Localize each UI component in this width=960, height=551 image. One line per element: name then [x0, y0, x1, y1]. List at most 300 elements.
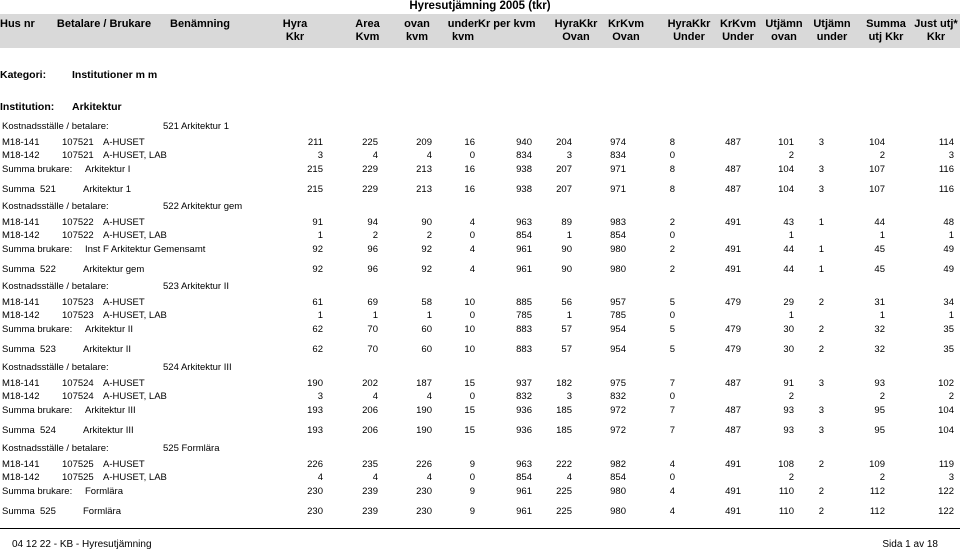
summa-value: 954	[610, 344, 626, 355]
table-row-value: 1	[788, 230, 794, 241]
column-header-line1: Benämning	[170, 18, 230, 30]
table-row-value: 1	[317, 310, 323, 321]
summa-value: 57	[561, 344, 572, 355]
summa-brukare-value: 961	[516, 486, 532, 497]
summa-value: 883	[516, 344, 532, 355]
column-header-line2: ovan	[771, 31, 797, 43]
table-row-value: 854	[610, 472, 626, 483]
table-row-value: 785	[610, 310, 626, 321]
table-row-value: 2	[669, 217, 675, 228]
column-header-line1: Area	[355, 18, 380, 30]
kst-label: Kostnadsställe / betalare:	[2, 362, 109, 373]
summa-value: 90	[561, 264, 572, 275]
summa-brukare-value: 92	[312, 244, 323, 255]
row-benamning: A-HUSET, LAB	[103, 472, 167, 483]
footer-rule	[0, 528, 960, 529]
table-row-value: 226	[416, 459, 432, 470]
summa-brukare-value: 5	[669, 324, 675, 335]
column-header-line1: KrKvm	[607, 18, 645, 30]
row-benamning: A-HUSET	[103, 459, 145, 470]
table-row-value: 963	[516, 217, 532, 228]
table-row-value: 0	[469, 310, 475, 321]
table-row-value: 940	[516, 137, 532, 148]
summa-value: 1	[818, 264, 824, 275]
row-betalare: 107525	[62, 472, 94, 483]
summa-value: 190	[416, 425, 432, 436]
row-hus-nr: M18-141	[2, 297, 40, 308]
summa-label: Summa	[2, 264, 35, 275]
kst-name: 522 Arkitektur gem	[163, 201, 243, 212]
summa-value: 10	[464, 344, 475, 355]
summa-value: 5	[669, 344, 675, 355]
table-row-value: 0	[669, 310, 675, 321]
summa-name: Formlära	[83, 506, 122, 517]
row-hus-nr: M18-142	[2, 310, 40, 321]
summa-brukare-value: 230	[307, 486, 323, 497]
summa-brukare-value: 104	[778, 164, 794, 175]
table-row-value: 2	[879, 391, 885, 402]
table-row-value: 0	[669, 150, 675, 161]
row-betalare: 107525	[62, 459, 94, 470]
table-row-value: 187	[416, 378, 432, 389]
table-row-value: 190	[307, 378, 323, 389]
summa-value: 207	[556, 184, 572, 195]
summa-value: 193	[307, 425, 323, 436]
summa-code: 523	[40, 344, 56, 355]
summa-brukare-label: Summa brukare:	[2, 244, 73, 255]
table-row-value: 31	[874, 297, 885, 308]
summa-label: Summa	[2, 184, 35, 195]
table-row-value: 94	[367, 217, 378, 228]
summa-brukare-value: 35	[943, 324, 954, 335]
summa-brukare-value: 971	[610, 164, 626, 175]
summa-label: Summa	[2, 425, 35, 436]
table-row-value: 119	[938, 459, 954, 470]
summa-value: 30	[783, 344, 794, 355]
summa-brukare-value: 4	[469, 244, 475, 255]
kst-label: Kostnadsställe / betalare:	[2, 443, 109, 454]
table-row-value: 854	[516, 230, 532, 241]
table-row-value: 91	[783, 378, 794, 389]
row-benamning: A-HUSET, LAB	[103, 310, 167, 321]
summa-value: 487	[725, 184, 741, 195]
summa-brukare-value: 215	[307, 164, 323, 175]
table-row-value: 1	[879, 310, 885, 321]
column-header-line2: utj Kkr	[868, 31, 904, 43]
table-row-value: 479	[725, 297, 741, 308]
column-header-line1: Summa	[866, 18, 906, 30]
summa-code: 524	[40, 425, 56, 436]
kategori-label: Kategori:	[0, 69, 47, 81]
table-row-value: 3	[818, 137, 824, 148]
column-header-line2: Ovan	[612, 31, 640, 43]
table-row-value: 2	[372, 230, 378, 241]
summa-brukare-value: 491	[725, 486, 741, 497]
summa-value: 229	[362, 184, 378, 195]
summa-value: 972	[610, 425, 626, 436]
summa-value: 2	[818, 506, 824, 517]
table-row-value: 0	[669, 391, 675, 402]
table-row-value: 1	[317, 230, 323, 241]
table-row-value: 983	[610, 217, 626, 228]
summa-brukare-value: 230	[416, 486, 432, 497]
summa-brukare-value: 2	[818, 324, 824, 335]
row-betalare: 107522	[62, 230, 94, 241]
summa-brukare-value: 110	[778, 486, 794, 497]
table-row-value: 963	[516, 459, 532, 470]
row-hus-nr: M18-142	[2, 230, 40, 241]
summa-brukare-value: 60	[421, 324, 432, 335]
summa-value: 9	[469, 506, 475, 517]
summa-brukare-value: 491	[725, 244, 741, 255]
table-row-value: 4	[317, 472, 323, 483]
table-row-value: 222	[556, 459, 572, 470]
summa-brukare-label: Summa brukare:	[2, 164, 73, 175]
summa-brukare-value: 15	[464, 405, 475, 416]
summa-value: 936	[516, 425, 532, 436]
summa-brukare-label: Summa brukare:	[2, 486, 73, 497]
column-header-line1: HyraKkr	[554, 18, 598, 30]
column-header-line1: ovan	[404, 18, 430, 30]
summa-brukare-value: 116	[938, 164, 954, 175]
row-benamning: A-HUSET, LAB	[103, 391, 167, 402]
summa-value: 961	[516, 506, 532, 517]
summa-brukare-value: 49	[943, 244, 954, 255]
table-row-value: 2	[818, 297, 824, 308]
summa-code: 525	[40, 506, 56, 517]
table-row-value: 3	[948, 472, 954, 483]
table-row-value: 10	[464, 297, 475, 308]
summa-brukare-value: 1	[818, 244, 824, 255]
summa-brukare-value: 225	[556, 486, 572, 497]
summa-brukare-value: 90	[561, 244, 572, 255]
summa-brukare-value: 62	[312, 324, 323, 335]
summa-value: 93	[783, 425, 794, 436]
table-row-value: 1	[948, 310, 954, 321]
table-row-value: 4	[669, 459, 675, 470]
summa-brukare-value: 479	[725, 324, 741, 335]
summa-brukare-value: 207	[556, 164, 572, 175]
summa-value: 230	[416, 506, 432, 517]
table-row-value: 209	[416, 137, 432, 148]
table-row-value: 957	[610, 297, 626, 308]
row-hus-nr: M18-141	[2, 459, 40, 470]
summa-value: 122	[938, 506, 954, 517]
row-hus-nr: M18-141	[2, 137, 40, 148]
summa-brukare-value: 2	[669, 244, 675, 255]
table-row-value: 834	[516, 150, 532, 161]
summa-brukare-value: 2	[818, 486, 824, 497]
table-row-value: 61	[312, 297, 323, 308]
table-row-value: 5	[669, 297, 675, 308]
summa-brukare-value: 954	[610, 324, 626, 335]
summa-label: Summa	[2, 344, 35, 355]
table-row-value: 3	[566, 150, 572, 161]
table-row-value: 8	[669, 137, 675, 148]
summa-brukare-value: 3	[818, 405, 824, 416]
row-betalare: 107523	[62, 297, 94, 308]
summa-value: 45	[874, 264, 885, 275]
summa-brukare-value: 16	[464, 164, 475, 175]
column-header-line2: Kkr	[926, 31, 946, 43]
table-row-value: 1	[818, 217, 824, 228]
summa-value: 491	[725, 264, 741, 275]
summa-brukare-name: Inst F Arkitektur Gemensamt	[85, 244, 206, 255]
table-row-value: 1	[372, 310, 378, 321]
table-row-value: 854	[516, 472, 532, 483]
column-header-line1: Utjämn	[813, 18, 851, 30]
column-header-line1: Just utj*	[914, 18, 958, 30]
summa-brukare-name: Arkitektur II	[85, 324, 134, 335]
table-row-value: 854	[610, 230, 626, 241]
table-row-value: 2	[426, 230, 432, 241]
table-row-value: 832	[516, 391, 532, 402]
table-row-value: 0	[469, 391, 475, 402]
kst-label: Kostnadsställe / betalare:	[2, 121, 109, 132]
summa-name: Arkitektur gem	[83, 264, 145, 275]
kst-name: 521 Arkitektur 1	[163, 121, 230, 132]
table-row-value: 91	[312, 217, 323, 228]
footer-left: 04 12 22 - KB - Hyresutjämning	[12, 539, 152, 550]
summa-value: 112	[869, 506, 885, 517]
summa-value: 70	[367, 344, 378, 355]
table-row-value: 114	[938, 137, 954, 148]
row-betalare: 107524	[62, 378, 94, 389]
row-benamning: A-HUSET, LAB	[103, 230, 167, 241]
column-header-line2: Ovan	[562, 31, 590, 43]
table-row-value: 235	[362, 459, 378, 470]
column-header-line1: HyraKkr	[667, 18, 711, 30]
table-row-value: 109	[869, 459, 885, 470]
summa-label: Summa	[2, 506, 35, 517]
summa-value: 215	[307, 184, 323, 195]
table-row-value: 15	[464, 378, 475, 389]
summa-value: 479	[725, 344, 741, 355]
summa-brukare-value: 122	[938, 486, 954, 497]
column-header-line2: Under	[673, 31, 705, 43]
summa-brukare-value: 96	[367, 244, 378, 255]
summa-value: 971	[610, 184, 626, 195]
table-row-value: 2	[788, 472, 794, 483]
report-title: Hyresutjämning 2005 (tkr)	[409, 0, 551, 12]
summa-brukare-value: 8	[669, 164, 675, 175]
summa-code: 521	[40, 184, 56, 195]
summa-value: 239	[362, 506, 378, 517]
table-row-value: 29	[783, 297, 794, 308]
summa-value: 107	[869, 184, 885, 195]
kst-name: 524 Arkitektur III	[163, 362, 232, 373]
summa-value: 15	[464, 425, 475, 436]
table-row-value: 16	[464, 137, 475, 148]
table-row-value: 4	[566, 472, 572, 483]
summa-brukare-value: 7	[669, 405, 675, 416]
summa-brukare-value: 980	[610, 244, 626, 255]
table-row-value: 4	[426, 391, 432, 402]
institution-value: Arkitektur	[72, 101, 122, 113]
summa-brukare-value: 487	[725, 164, 741, 175]
table-row-value: 202	[362, 378, 378, 389]
column-header-line1: Utjämn	[765, 18, 803, 30]
summa-name: Arkitektur II	[83, 344, 132, 355]
row-betalare: 107524	[62, 391, 94, 402]
table-row-value: 2	[788, 150, 794, 161]
table-row-value: 491	[725, 459, 741, 470]
column-header-line1: Betalare / Brukare	[56, 18, 152, 30]
table-row-value: 487	[725, 378, 741, 389]
summa-brukare-value: 972	[610, 405, 626, 416]
table-row-value: 3	[317, 391, 323, 402]
table-row-value: 491	[725, 217, 741, 228]
column-header-line2: Kkr	[285, 31, 305, 43]
table-row-value: 4	[426, 472, 432, 483]
table-row-value: 211	[307, 137, 323, 148]
summa-value: 487	[725, 425, 741, 436]
summa-value: 3	[818, 425, 824, 436]
table-row-value: 2	[948, 391, 954, 402]
summa-name: Arkitektur 1	[83, 184, 132, 195]
summa-brukare-value: 92	[421, 244, 432, 255]
table-row-value: 0	[669, 230, 675, 241]
table-row-value: 108	[778, 459, 794, 470]
column-header-line1: under	[447, 18, 479, 30]
table-row-value: 974	[610, 137, 626, 148]
table-row-value: 4	[372, 472, 378, 483]
summa-value: 4	[469, 264, 475, 275]
summa-brukare-value: 93	[783, 405, 794, 416]
summa-brukare-name: Formlära	[85, 486, 124, 497]
summa-value: 104	[778, 184, 794, 195]
summa-value: 95	[874, 425, 885, 436]
kst-name: 523 Arkitektur II	[163, 281, 230, 292]
table-row-value: 4	[426, 150, 432, 161]
table-row-value: 225	[362, 137, 378, 148]
kst-name: 525 Formlära	[163, 443, 220, 454]
summa-brukare-label: Summa brukare:	[2, 324, 73, 335]
summa-value: 980	[610, 264, 626, 275]
summa-brukare-value: 487	[725, 405, 741, 416]
table-row-value: 89	[561, 217, 572, 228]
summa-value: 60	[421, 344, 432, 355]
summa-value: 2	[818, 344, 824, 355]
table-row-value: 1	[426, 310, 432, 321]
summa-brukare-value: 57	[561, 324, 572, 335]
summa-value: 62	[312, 344, 323, 355]
table-row-value: 4	[469, 217, 475, 228]
kst-label: Kostnadsställe / betalare:	[2, 281, 109, 292]
table-row-value: 182	[556, 378, 572, 389]
table-row-value: 34	[943, 297, 954, 308]
summa-brukare-value: 104	[938, 405, 954, 416]
table-row-value: 3	[818, 378, 824, 389]
summa-value: 16	[464, 184, 475, 195]
table-row-value: 785	[516, 310, 532, 321]
column-header-line2: kvm	[405, 31, 429, 43]
table-row-value: 3	[566, 391, 572, 402]
summa-brukare-value: 112	[869, 486, 885, 497]
summa-brukare-value: 239	[362, 486, 378, 497]
table-row-value: 937	[516, 378, 532, 389]
table-row-value: 982	[610, 459, 626, 470]
table-row-value: 69	[367, 297, 378, 308]
summa-brukare-value: 10	[464, 324, 475, 335]
row-benamning: A-HUSET	[103, 217, 145, 228]
column-header-line2: kvm	[451, 31, 475, 43]
table-row-value: 0	[469, 230, 475, 241]
row-hus-nr: M18-142	[2, 391, 40, 402]
table-row-value: 4	[372, 150, 378, 161]
summa-brukare-value: 980	[610, 486, 626, 497]
summa-value: 8	[669, 184, 675, 195]
table-row-value: 1	[566, 230, 572, 241]
summa-brukare-name: Arkitektur III	[85, 405, 136, 416]
summa-brukare-value: 193	[307, 405, 323, 416]
summa-value: 96	[367, 264, 378, 275]
footer-right: Sida 1 av 18	[882, 539, 938, 550]
row-benamning: A-HUSET	[103, 137, 145, 148]
table-row-value: 7	[669, 378, 675, 389]
row-hus-nr: M18-142	[2, 472, 40, 483]
summa-value: 213	[416, 184, 432, 195]
table-row-value: 2	[788, 391, 794, 402]
summa-name: Arkitektur III	[83, 425, 134, 436]
row-benamning: A-HUSET	[103, 378, 145, 389]
summa-value: 32	[874, 344, 885, 355]
table-row-value: 2	[879, 472, 885, 483]
table-row-value: 3	[948, 150, 954, 161]
table-row-value: 2	[818, 459, 824, 470]
summa-brukare-value: 938	[516, 164, 532, 175]
table-row-value: 90	[421, 217, 432, 228]
summa-value: 491	[725, 506, 741, 517]
table-row-value: 102	[938, 378, 954, 389]
table-row-value: 975	[610, 378, 626, 389]
summa-brukare-value: 229	[362, 164, 378, 175]
summa-code: 522	[40, 264, 56, 275]
table-row-value: 204	[556, 137, 572, 148]
summa-brukare-value: 9	[469, 486, 475, 497]
summa-brukare-value: 30	[783, 324, 794, 335]
table-row-value: 9	[469, 459, 475, 470]
table-row-value: 44	[874, 217, 885, 228]
summa-brukare-value: 3	[818, 164, 824, 175]
summa-brukare-value: 190	[416, 405, 432, 416]
summa-value: 35	[943, 344, 954, 355]
column-header-line2: Under	[722, 31, 754, 43]
table-row-value: 2	[879, 150, 885, 161]
table-row-value: 0	[469, 472, 475, 483]
summa-brukare-value: 206	[362, 405, 378, 416]
column-header-line2: Kvm	[355, 31, 380, 43]
table-row-value: 104	[869, 137, 885, 148]
summa-brukare-value: 45	[874, 244, 885, 255]
summa-brukare-label: Summa brukare:	[2, 405, 73, 416]
table-row-value: 1	[566, 310, 572, 321]
table-row-value: 43	[783, 217, 794, 228]
table-row-value: 885	[516, 297, 532, 308]
table-row-value: 56	[561, 297, 572, 308]
column-header-line1: Hyra	[282, 18, 308, 30]
summa-brukare-value: 32	[874, 324, 885, 335]
institution-label: Institution:	[0, 101, 55, 113]
summa-brukare-value: 185	[556, 405, 572, 416]
summa-value: 4	[669, 506, 675, 517]
table-row-value: 93	[874, 378, 885, 389]
table-row-value: 3	[317, 150, 323, 161]
column-header-line1: Hus nr	[0, 18, 35, 30]
summa-value: 92	[421, 264, 432, 275]
column-header-line2: under	[816, 31, 848, 43]
summa-value: 44	[783, 264, 794, 275]
